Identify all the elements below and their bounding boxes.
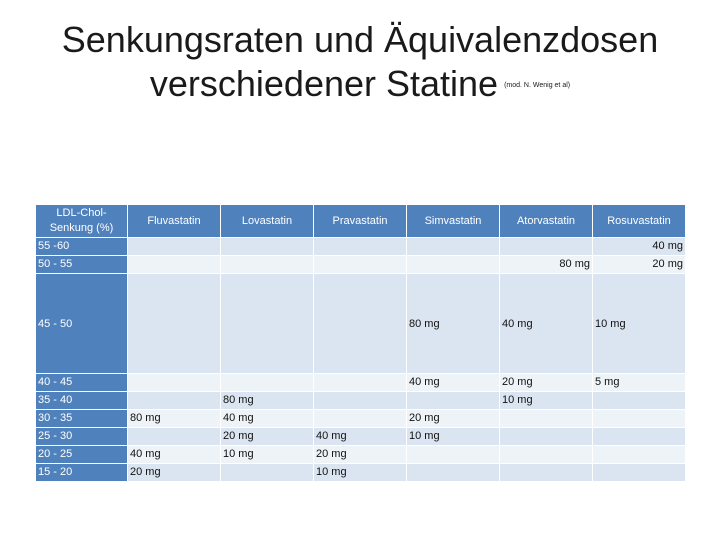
table-cell [314, 238, 407, 256]
table-cell [407, 446, 500, 464]
table-cell [500, 446, 593, 464]
table-header-row [36, 205, 686, 238]
table-cell [314, 392, 407, 410]
header-rosuvastatin: Rosuvastatin [593, 205, 686, 238]
table-cell: 10 mg [221, 446, 314, 464]
table-cell: 80 mg [500, 256, 593, 274]
table-cell [593, 410, 686, 428]
table-cell [500, 410, 593, 428]
table-cell: 40 mg [221, 410, 314, 428]
table-cell: 20 mg [314, 446, 407, 464]
row-label: 45 - 50 [36, 274, 128, 374]
table-cell [407, 238, 500, 256]
row-label: 40 - 45 [36, 374, 128, 392]
table-cell [128, 274, 221, 374]
row-label: 25 - 30 [36, 428, 128, 446]
table-cell: 5 mg [593, 374, 686, 392]
title-line-2-text: verschiedener Statine [149, 63, 499, 104]
table-cell [128, 392, 221, 410]
table-row [36, 464, 686, 482]
row-label: 15 - 20 [36, 464, 128, 482]
row-label: 35 - 40 [36, 392, 128, 410]
table-cell: 80 mg [407, 274, 500, 374]
header-atorvastatin: Atorvastatin [500, 205, 593, 238]
header-simvastatin: Simvastatin [407, 205, 500, 238]
table-row [36, 410, 686, 428]
table-cell [221, 464, 314, 482]
table-cell: 20 mg [500, 374, 593, 392]
table-row [36, 374, 686, 392]
header-pravastatin: Pravastatin [314, 205, 407, 238]
row-label: 50 - 55 [36, 256, 128, 274]
table-cell: 20 mg [221, 428, 314, 446]
row-label: 30 - 35 [36, 410, 128, 428]
table-cell: 20 mg [407, 410, 500, 428]
table-cell: 10 mg [314, 464, 407, 482]
table-cell: 40 mg [314, 428, 407, 446]
row-label: 20 - 25 [36, 446, 128, 464]
table-row [36, 392, 686, 410]
title-line-1: Senkungsraten und Äquivalenzdosen [61, 19, 659, 60]
table-cell [314, 256, 407, 274]
table-cell: 40 mg [128, 446, 221, 464]
table-cell [128, 374, 221, 392]
table-cell [221, 256, 314, 274]
table-cell: 80 mg [128, 410, 221, 428]
table-cell: 80 mg [221, 392, 314, 410]
table-cell: 10 mg [500, 392, 593, 410]
table-cell [221, 274, 314, 374]
table-cell: 20 mg [593, 256, 686, 274]
table-cell [500, 238, 593, 256]
table-cell: 20 mg [128, 464, 221, 482]
table-row [36, 428, 686, 446]
table-cell [500, 464, 593, 482]
table-cell [593, 392, 686, 410]
table-cell [593, 446, 686, 464]
table-cell [407, 464, 500, 482]
table-cell [314, 274, 407, 374]
page-title [0, 18, 720, 108]
header-fluvastatin: Fluvastatin [128, 205, 221, 238]
statin-table [35, 204, 686, 482]
table-cell [500, 428, 593, 446]
header-ldl-reduction: LDL-Chol-Senkung (%) [36, 205, 128, 238]
table-cell: 10 mg [407, 428, 500, 446]
table-cell [128, 238, 221, 256]
table-row [36, 256, 686, 274]
title-source: (mod. N. Wenig et al) [504, 82, 571, 90]
table-row [36, 274, 686, 374]
header-lovastatin: Lovastatin [221, 205, 314, 238]
table-cell [314, 374, 407, 392]
row-label: 55 -60 [36, 238, 128, 256]
table-cell: 40 mg [500, 274, 593, 374]
table-cell [221, 238, 314, 256]
table-cell [314, 410, 407, 428]
table-cell: 40 mg [407, 374, 500, 392]
table-cell [128, 256, 221, 274]
table-row [36, 446, 686, 464]
table-cell [128, 428, 221, 446]
table-cell [407, 256, 500, 274]
table-cell [593, 428, 686, 446]
table-cell [407, 392, 500, 410]
table-cell: 10 mg [593, 274, 686, 374]
table-cell [593, 464, 686, 482]
title-line-2 [0, 62, 720, 108]
table-cell: 40 mg [593, 238, 686, 256]
table-cell [221, 374, 314, 392]
table-row [36, 238, 686, 256]
